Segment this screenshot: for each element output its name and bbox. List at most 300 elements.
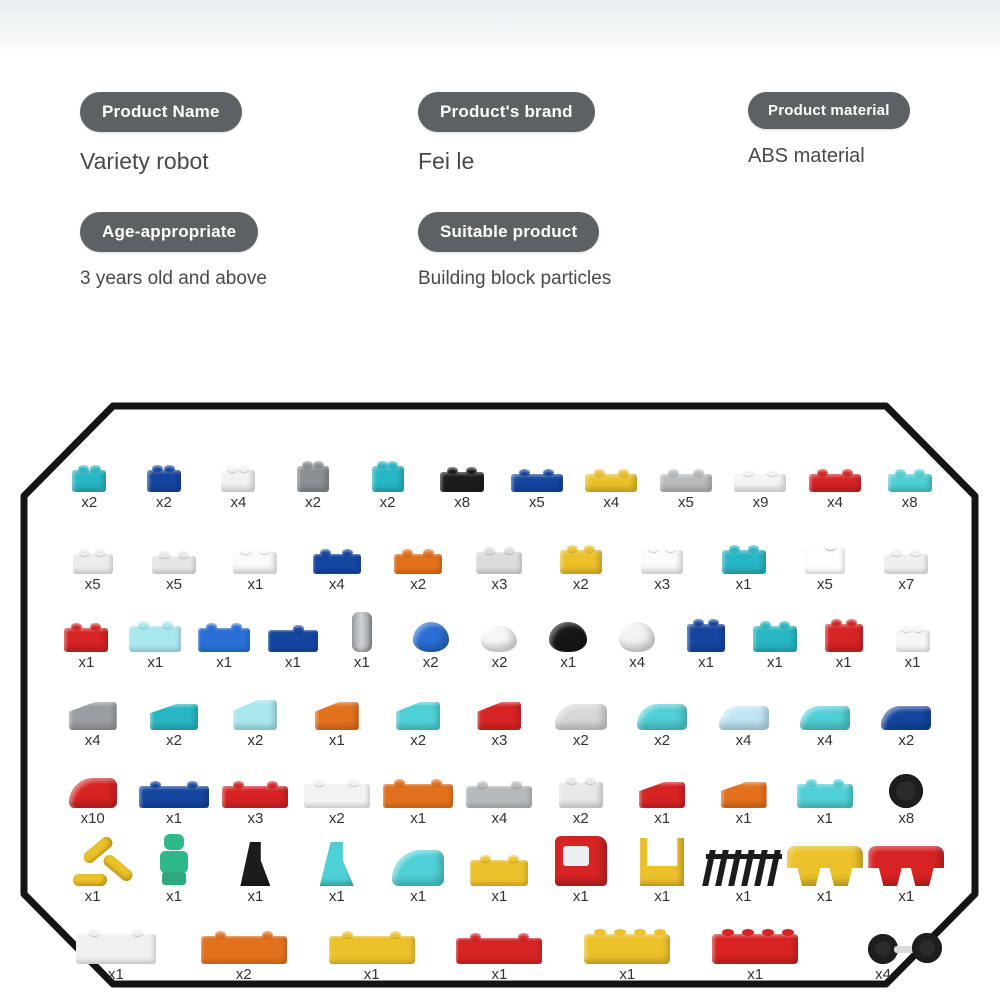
part-cell — [459, 756, 540, 827]
stud — [742, 929, 754, 936]
part-icon — [622, 756, 703, 808]
part-cell — [465, 600, 534, 671]
part-cell — [866, 756, 947, 827]
figure-body — [160, 851, 188, 873]
part-art — [639, 782, 685, 808]
part-cell — [52, 522, 133, 593]
part-art — [233, 700, 277, 730]
part-cell — [784, 678, 865, 749]
part-cell — [703, 522, 784, 593]
axle-wheel-2 — [912, 933, 942, 963]
part-icon — [784, 522, 865, 574]
part-cell — [377, 678, 458, 749]
part-quantity: x2 — [410, 732, 427, 749]
figure-head — [164, 834, 184, 850]
part-icon — [723, 440, 798, 492]
part-quantity: x1 — [835, 654, 852, 671]
part-cell — [377, 756, 458, 827]
part-icon — [52, 834, 133, 886]
part-art — [139, 786, 209, 808]
part-icon — [133, 678, 214, 730]
part-icon — [52, 678, 133, 730]
part-art — [198, 628, 250, 652]
part-cell — [133, 522, 214, 593]
part-quantity: x1 — [410, 888, 427, 905]
part-quantity: x5 — [84, 576, 101, 593]
part-art — [383, 784, 453, 808]
part-quantity: x2 — [81, 494, 98, 511]
spec-label-product-name: Product Name — [80, 92, 242, 132]
part-cell — [377, 522, 458, 593]
part-icon — [622, 678, 703, 730]
part-icon — [866, 834, 947, 886]
stud — [762, 929, 774, 936]
part-icon — [215, 678, 296, 730]
spec-product-brand — [418, 92, 595, 175]
part-icon — [456, 912, 542, 964]
part-icon — [703, 756, 784, 808]
part-art — [706, 850, 782, 886]
part-art — [881, 706, 931, 730]
part-art — [221, 470, 255, 492]
part-icon — [215, 834, 296, 886]
part-art — [392, 850, 444, 886]
spec-label-suitable-product: Suitable product — [418, 212, 599, 252]
part-icon — [296, 756, 377, 808]
part-art — [240, 842, 270, 886]
part-art — [805, 548, 845, 574]
part-art — [129, 626, 181, 652]
part-quantity: x1 — [698, 654, 714, 671]
part-art — [687, 624, 725, 652]
parts-row — [18, 912, 981, 983]
part-quantity: x1 — [560, 654, 577, 671]
part-art — [76, 934, 156, 964]
parts-grid — [18, 400, 981, 990]
part-quantity: x2 — [305, 494, 321, 511]
part-cell — [878, 600, 947, 671]
part-cell — [603, 600, 672, 671]
part-icon — [603, 600, 672, 652]
part-art — [555, 704, 607, 730]
part-cell — [540, 834, 621, 905]
part-cell — [540, 522, 621, 593]
part-icon — [52, 756, 133, 808]
part-art — [147, 470, 181, 492]
spec-value-product-brand: Fei le — [418, 148, 475, 174]
part-cell — [296, 678, 377, 749]
part-art — [320, 842, 354, 886]
top-gradient-band — [0, 0, 1000, 60]
parts-row — [18, 678, 981, 749]
part-quantity: x2 — [422, 654, 439, 671]
part-art — [555, 836, 607, 886]
part-cell — [52, 834, 133, 905]
part-art — [396, 702, 440, 730]
part-cell — [798, 440, 873, 511]
part-cell — [866, 834, 947, 905]
part-quantity: x5 — [816, 576, 833, 593]
part-quantity: x1 — [84, 888, 101, 905]
part-cell — [574, 440, 649, 511]
part-art — [888, 474, 932, 492]
part-icon — [649, 440, 724, 492]
part-quantity: x1 — [491, 966, 508, 983]
part-cell — [723, 440, 798, 511]
parts-row — [18, 756, 981, 827]
part-quantity: x1 — [353, 654, 370, 671]
figure-legs — [162, 872, 186, 885]
part-icon — [740, 600, 809, 652]
part-icon — [396, 600, 465, 652]
part-quantity: x1 — [816, 810, 833, 827]
part-icon — [459, 834, 540, 886]
spec-value-product-material: ABS material — [748, 145, 865, 167]
part-quantity: x2 — [379, 494, 396, 511]
part-icon — [540, 756, 621, 808]
part-art — [476, 552, 522, 574]
part-quantity: x1 — [654, 888, 671, 905]
part-cell — [296, 522, 377, 593]
part-quantity: x2 — [235, 966, 252, 983]
part-cell — [540, 678, 621, 749]
spec-suitable-product — [418, 212, 611, 290]
part-quantity: x1 — [166, 810, 182, 827]
part-icon — [296, 834, 377, 886]
part-cell — [809, 600, 878, 671]
part-art — [641, 550, 683, 574]
stud — [594, 929, 606, 936]
part-icon — [534, 600, 603, 652]
part-art — [329, 936, 415, 964]
part-icon — [215, 522, 296, 574]
part-art — [69, 778, 117, 808]
part-cell — [622, 834, 703, 905]
part-art — [63, 840, 123, 886]
part-icon — [584, 912, 670, 964]
part-art — [440, 472, 484, 492]
part-art — [69, 702, 117, 730]
part-icon — [540, 678, 621, 730]
part-cell — [866, 522, 947, 593]
part-quantity: x2 — [898, 732, 915, 749]
part-art — [297, 466, 329, 492]
part-icon — [866, 678, 947, 730]
part-cell — [121, 600, 190, 671]
spec-label-age-appropriate: Age-appropriate — [80, 212, 258, 252]
part-quantity: x1 — [78, 654, 95, 671]
part-art — [549, 622, 587, 652]
part-quantity: x2 — [410, 576, 427, 593]
part-cell — [703, 678, 784, 749]
part-quantity: x1 — [766, 654, 783, 671]
part-art — [889, 774, 923, 808]
part-quantity: x5 — [528, 494, 545, 511]
part-cell — [622, 678, 703, 749]
part-quantity: x4 — [328, 576, 345, 593]
part-art — [222, 786, 288, 808]
part-cell — [215, 756, 296, 827]
part-quantity: x1 — [285, 654, 301, 671]
part-icon — [784, 678, 865, 730]
part-cell — [784, 522, 865, 593]
spec-label-product-brand: Product's brand — [418, 92, 595, 132]
part-art — [72, 470, 106, 492]
ladder-rail — [706, 854, 782, 859]
part-quantity: x4 — [827, 494, 843, 511]
part-cell — [296, 834, 377, 905]
part-icon — [259, 600, 328, 652]
parts-row — [18, 522, 981, 593]
part-icon — [703, 678, 784, 730]
part-cell — [127, 440, 202, 511]
part-quantity: x2 — [328, 810, 345, 827]
part-cell — [396, 600, 465, 671]
part-art — [73, 554, 113, 574]
part-art — [481, 626, 517, 652]
part-cell — [459, 522, 540, 593]
part-quantity: x1 — [328, 732, 345, 749]
part-quantity: x4 — [230, 494, 247, 511]
part-art — [511, 474, 563, 492]
part-icon — [499, 440, 574, 492]
part-art — [722, 550, 766, 574]
stud — [614, 929, 626, 936]
part-cell — [276, 440, 351, 511]
part-cell — [350, 440, 425, 511]
part-quantity: x5 — [677, 494, 694, 511]
part-art — [753, 626, 797, 652]
part-icon — [465, 600, 534, 652]
part-quantity: x8 — [898, 810, 915, 827]
part-cell — [712, 912, 798, 983]
part-icon — [672, 600, 741, 652]
part-icon — [425, 440, 500, 492]
part-quantity: x2 — [491, 654, 508, 671]
part-art — [640, 838, 684, 886]
part-quantity: x1 — [816, 888, 833, 905]
part-icon — [52, 600, 121, 652]
part-quantity: x1 — [247, 888, 264, 905]
part-icon — [703, 522, 784, 574]
part-art — [800, 706, 850, 730]
part-icon — [121, 600, 190, 652]
part-art — [809, 474, 861, 492]
part-icon — [133, 522, 214, 574]
part-icon — [540, 522, 621, 574]
part-art — [268, 630, 318, 652]
part-cell — [296, 756, 377, 827]
spec-value-age-appropriate: 3 years old and above — [80, 268, 267, 289]
part-quantity: x4 — [603, 494, 620, 511]
part-cell — [540, 756, 621, 827]
part-cell — [52, 756, 133, 827]
part-icon — [133, 834, 214, 886]
part-cell — [456, 912, 542, 983]
part-icon — [276, 440, 351, 492]
part-icon — [866, 756, 947, 808]
part-quantity: x3 — [491, 732, 508, 749]
part-art — [797, 784, 853, 808]
cab-window — [563, 846, 589, 866]
part-cell — [703, 756, 784, 827]
part-art — [712, 934, 798, 964]
part-icon — [329, 912, 415, 964]
part-icon — [296, 522, 377, 574]
part-icon — [133, 756, 214, 808]
part-art — [884, 554, 928, 574]
spec-value-suitable-product: Building block particles — [418, 268, 612, 289]
part-icon — [840, 912, 926, 964]
part-quantity: x1 — [216, 654, 233, 671]
part-quantity: x4 — [629, 654, 646, 671]
part-quantity: x1 — [619, 966, 636, 983]
part-icon — [52, 522, 133, 574]
part-quantity: x1 — [328, 888, 345, 905]
part-icon — [540, 834, 621, 886]
part-quantity: x1 — [410, 810, 427, 827]
part-art — [201, 936, 287, 964]
part-quantity: x8 — [454, 494, 471, 511]
part-cell — [215, 522, 296, 593]
parts-inventory-panel — [18, 400, 981, 990]
part-icon — [622, 834, 703, 886]
part-quantity: x1 — [572, 888, 589, 905]
part-cell — [133, 678, 214, 749]
part-cell — [784, 834, 865, 905]
spec-row-1 — [0, 70, 1000, 190]
part-cell — [52, 678, 133, 749]
part-art — [233, 552, 277, 574]
part-art — [157, 834, 191, 886]
part-quantity: x1 — [363, 966, 380, 983]
part-icon — [201, 912, 287, 964]
part-cell — [215, 834, 296, 905]
part-cell — [499, 440, 574, 511]
part-quantity: x4 — [491, 810, 508, 827]
part-art — [372, 466, 404, 492]
part-icon — [52, 440, 127, 492]
part-quantity: x1 — [108, 966, 124, 983]
part-icon — [296, 678, 377, 730]
part-icon — [872, 440, 947, 492]
part-icon — [459, 756, 540, 808]
part-quantity: x3 — [491, 576, 508, 593]
part-quantity: x1 — [491, 888, 508, 905]
part-cell — [649, 440, 724, 511]
part-quantity: x3 — [247, 810, 264, 827]
part-cell — [866, 678, 947, 749]
part-cell — [703, 834, 784, 905]
part-art — [637, 704, 687, 730]
part-icon — [377, 678, 458, 730]
part-cell — [584, 912, 670, 983]
part-art — [825, 624, 863, 652]
part-cell — [872, 440, 947, 511]
part-cell — [672, 600, 741, 671]
part-quantity: x8 — [901, 494, 918, 511]
part-art — [470, 860, 528, 886]
part-icon — [127, 440, 202, 492]
part-quantity: x5 — [166, 576, 182, 593]
part-quantity: x1 — [735, 810, 752, 827]
part-quantity: x4 — [875, 966, 891, 983]
part-quantity: x4 — [735, 732, 752, 749]
part-art — [313, 554, 361, 574]
part-icon — [190, 600, 259, 652]
part-cell — [133, 756, 214, 827]
part-cell — [259, 600, 328, 671]
part-art — [456, 938, 542, 964]
part-cell — [784, 756, 865, 827]
propeller-blade — [73, 874, 107, 886]
part-art — [619, 622, 655, 652]
part-cell — [622, 522, 703, 593]
part-cell — [215, 678, 296, 749]
part-art — [152, 556, 196, 574]
part-art — [868, 934, 898, 964]
part-art — [559, 782, 603, 808]
stud — [634, 929, 646, 936]
part-quantity: x1 — [735, 576, 752, 593]
part-quantity: x2 — [572, 732, 589, 749]
part-quantity: x7 — [898, 576, 915, 593]
part-cell — [740, 600, 809, 671]
part-cell — [840, 912, 926, 983]
part-icon — [459, 522, 540, 574]
parts-row — [18, 600, 981, 671]
part-cell — [534, 600, 603, 671]
part-quantity: x2 — [572, 810, 589, 827]
part-cell — [459, 834, 540, 905]
spec-age-appropriate — [80, 212, 267, 290]
part-quantity: x1 — [654, 810, 671, 827]
spec-value-product-name: Variety robot — [80, 148, 209, 174]
part-art — [584, 934, 670, 964]
part-quantity: x1 — [147, 654, 164, 671]
part-quantity: x2 — [247, 732, 264, 749]
part-cell — [201, 440, 276, 511]
part-icon — [377, 522, 458, 574]
part-icon — [377, 756, 458, 808]
part-icon — [784, 756, 865, 808]
part-art — [585, 474, 637, 492]
stud — [654, 929, 666, 936]
parts-row — [18, 834, 981, 905]
part-icon — [377, 834, 458, 886]
part-art — [304, 784, 370, 808]
part-art — [477, 702, 521, 730]
part-art — [352, 612, 372, 652]
part-art — [719, 706, 769, 730]
part-quantity: x1 — [166, 888, 182, 905]
part-icon — [215, 756, 296, 808]
part-cell — [327, 600, 396, 671]
part-icon — [878, 600, 947, 652]
part-art — [315, 702, 359, 730]
part-art — [413, 622, 449, 652]
part-quantity: x4 — [816, 732, 833, 749]
part-quantity: x1 — [898, 888, 915, 905]
part-icon — [459, 678, 540, 730]
part-art — [466, 786, 532, 808]
part-icon — [622, 522, 703, 574]
part-art — [150, 704, 198, 730]
part-cell — [133, 834, 214, 905]
part-art — [394, 554, 442, 574]
spec-row-2 — [0, 190, 1000, 310]
part-icon — [574, 440, 649, 492]
